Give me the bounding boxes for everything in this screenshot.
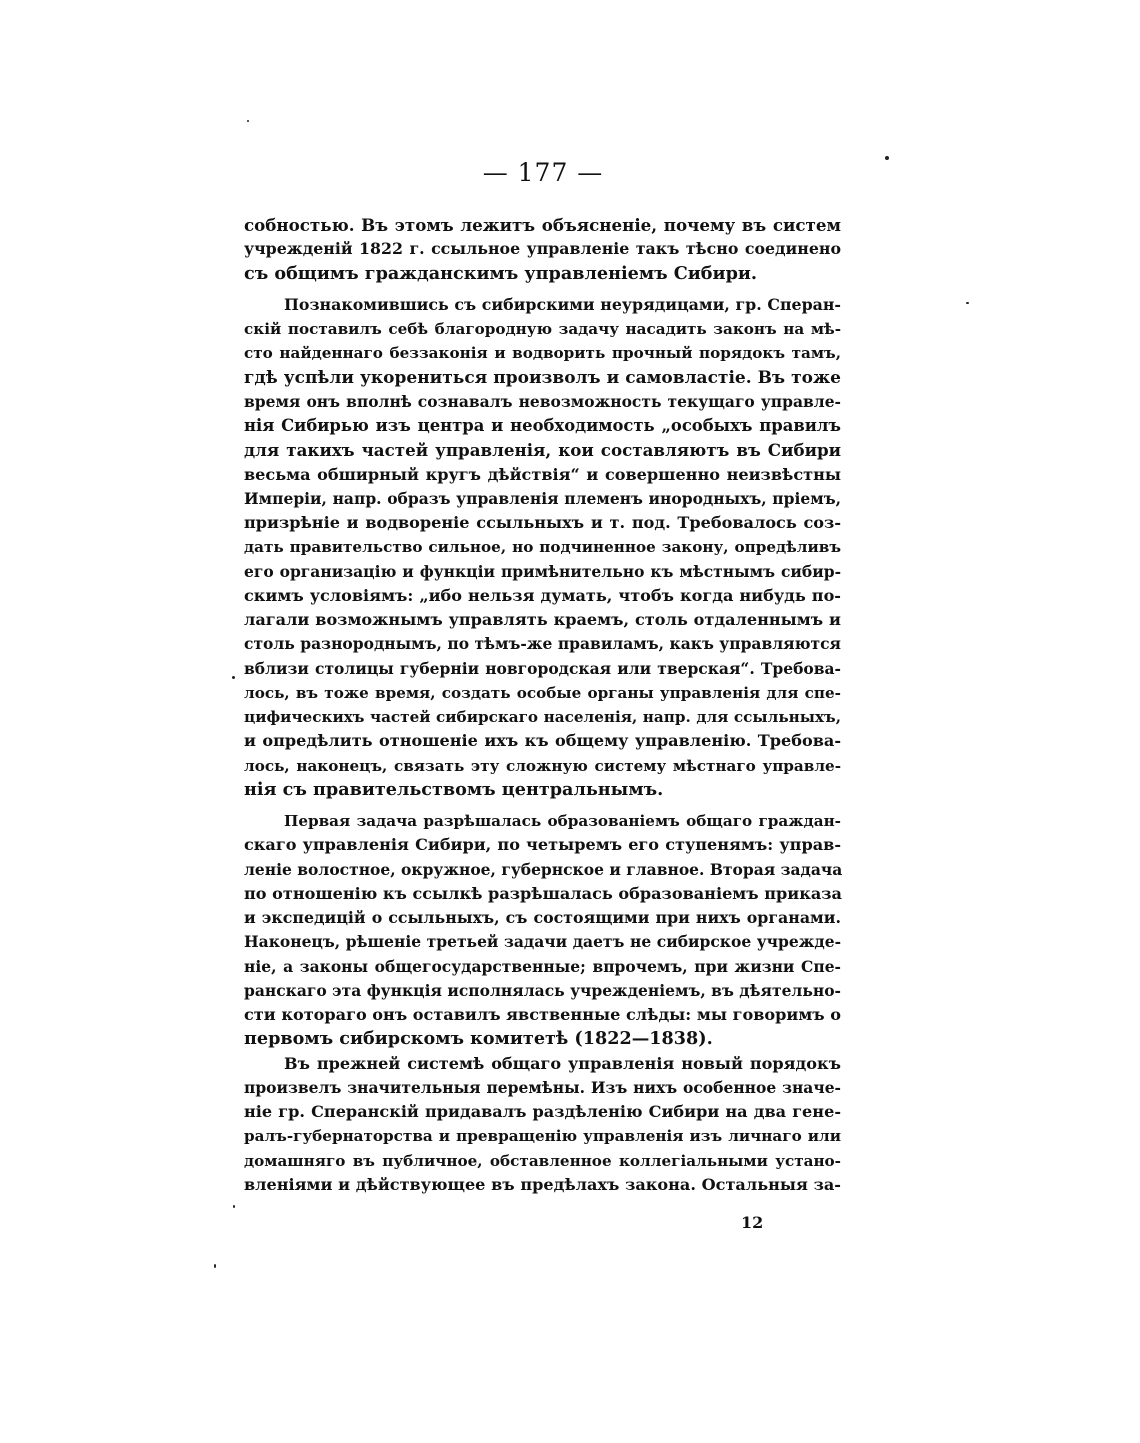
text-line: призрѣніе и водвореніе ссыльныхъ и т. под. Требовалось соз- [244,513,841,532]
text-line: сто найденнаго беззаконія и водворить прочный порядокъ тамъ, [244,344,841,363]
text-line: домашняго въ публичное, обставленное коллегіальными устано- [244,1151,841,1170]
text-line: скій поставилъ себѣ благородную задачу насадить законъ на мѣ- [244,320,841,338]
text-line: ралъ-губернаторства и превращенію управленія изъ личнаго или [244,1127,841,1146]
text-line: весьма обширный кругъ дѣйствія“ и совершенно неизвѣстны [244,464,841,484]
scan-speck [232,676,235,679]
text-line: вленіями и дѣйствующее въ предѣлахъ закона. Остальныя за- [244,1174,841,1194]
paragraph-1 [244,213,841,286]
text-line: Первая задача разрѣшалась образованіемъ общаго граждан- [284,812,841,830]
scan-speck [885,156,889,160]
text-line: сти котораго онъ оставилъ явственные слѣды: мы говоримъ о [244,1005,841,1024]
text-line: нія Сибирью изъ центра и необходимость „особыхъ правилъ [244,416,841,435]
text-line: нія съ правительствомъ центральнымъ. [244,778,664,800]
text-line: по отношенію къ ссылкѣ разрѣшалась образованіемъ приказа [244,883,842,903]
text-line: леніе волостное, окружное, губернское и главное. Вторая задача [244,859,843,879]
text-line: Въ прежней системѣ общаго управленія новый порядокъ [284,1053,841,1073]
scan-speck [214,1264,216,1268]
text-line: ніе гр. Сперанскій придавалъ раздѣленію Сибири на два гене- [244,1102,841,1121]
text-line: собностью. Въ этомъ лежитъ объясненіе, почему въ систем [244,215,841,235]
text-line: учрежденій 1822 г. ссыльное управленіе такъ тѣсно соединено [244,239,841,259]
text-line: Наконецъ, рѣшеніе третьей задачи даетъ не сибирское учрежде- [244,932,841,952]
text-line: ніе, а законы общегосударственные; впрочемъ, при жизни Спе- [244,956,841,976]
text-line: вблизи столицы губерніи новгородская или тверская“. Требова- [244,658,841,678]
text-line: для такихъ частей управленія, кои составляютъ въ Сибири [244,440,841,461]
paragraph-3 [244,809,841,1052]
text-line: лось, наконецъ, связать эту сложную систему мѣстнаго управле- [244,756,841,775]
paragraph-4 [244,1052,841,1198]
scan-speck [247,120,249,122]
text-line: съ общимъ гражданскимъ управленіемъ Сибири. [244,262,758,284]
text-line: цифическихъ частей сибирскаго населенія, напр. для ссыльныхъ, [244,708,841,726]
scan-speck [966,302,969,304]
scan-speck [233,1205,235,1208]
text-line: и экспедицій о ссыльныхъ, съ состоящими при нихъ органами. [244,908,841,927]
signature-mark: 12 [741,1213,764,1232]
paragraph-2 [244,293,841,802]
text-line: скимъ условіямъ: „ибо нельзя думать, чтобъ когда нибудь по- [244,585,841,605]
body-text [244,213,841,1197]
text-line: лагали возможнымъ управлять краемъ, столь отдаленнымъ и [244,610,841,629]
text-line: скаго управленія Сибири, по четыремъ его ступенямъ: управ- [244,835,841,855]
text-line: и опредѣлить отношеніе ихъ къ общему управленію. Требова- [244,731,841,751]
text-line: столь разнороднымъ, по тѣмъ-же правиламъ, какъ управляются [244,634,841,654]
text-line: Познакомившись съ сибирскими неурядицами, гр. Сперан- [284,294,841,314]
page-number: — 177 — [482,158,604,187]
text-line: Имперіи, напр. образъ управленія племенъ инородныхъ, пріемъ, [244,488,841,508]
text-line: его организацію и функціи примѣнительно къ мѣстнымъ сибир- [244,561,841,581]
text-line: ранскаго эта функція исполнялась учрежденіемъ, въ дѣятельно- [244,980,841,1000]
text-line: время онъ вполнѣ сознавалъ невозможность текущаго управле- [244,391,841,411]
text-line: лось, въ тоже время, создать особые органы управленія для спе- [244,683,841,702]
text-line: произвелъ значительныя перемѣны. Изъ нихъ особенное значе- [244,1077,841,1097]
text-line: гдѣ успѣли укорениться произволъ и самовластіе. Въ тоже [244,367,841,388]
text-line: дать правительство сильное, но подчиненное закону, опредѣливъ [244,538,841,557]
text-line: первомъ сибирскомъ комитетѣ (1822—1838). [244,1028,713,1050]
